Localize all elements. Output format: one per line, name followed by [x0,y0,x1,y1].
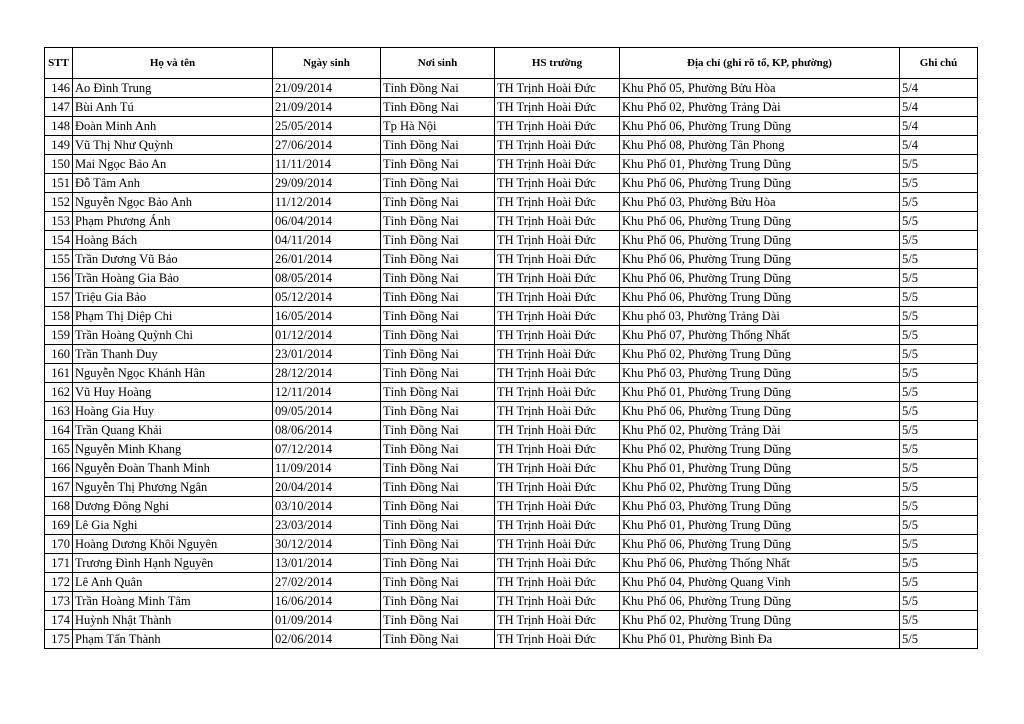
cell-stt: 150 [45,155,73,174]
cell-school: TH Trịnh Hoài Đức [495,117,620,136]
cell-date-of-birth: 27/02/2014 [273,573,381,592]
cell-note: 5/5 [900,231,978,250]
cell-date-of-birth: 26/01/2014 [273,250,381,269]
cell-date-of-birth: 13/01/2014 [273,554,381,573]
cell-place-of-birth: Tỉnh Đồng Nai [381,269,495,288]
cell-note: 5/5 [900,364,978,383]
cell-place-of-birth: Tỉnh Đồng Nai [381,326,495,345]
cell-stt: 172 [45,573,73,592]
table-header [45,48,978,79]
cell-date-of-birth: 05/12/2014 [273,288,381,307]
cell-note: 5/5 [900,516,978,535]
header-full-name: Họ và tên [73,48,273,79]
cell-full-name: Triệu Gia Bảo [73,288,273,307]
cell-note: 5/5 [900,383,978,402]
cell-note: 5/5 [900,326,978,345]
cell-full-name: Huỳnh Nhật Thành [73,611,273,630]
cell-stt: 154 [45,231,73,250]
cell-place-of-birth: Tỉnh Đồng Nai [381,307,495,326]
cell-full-name: Trần Hoàng Minh Tâm [73,592,273,611]
cell-school: TH Trịnh Hoài Đức [495,345,620,364]
header-date-of-birth: Ngày sinh [273,48,381,79]
cell-address: Khu Phố 06, Phường Trung Dũng [620,231,900,250]
table-row [45,364,978,383]
cell-stt: 159 [45,326,73,345]
cell-place-of-birth: Tỉnh Đồng Nai [381,136,495,155]
cell-full-name: Trần Hoàng Quỳnh Chi [73,326,273,345]
cell-school: TH Trịnh Hoài Đức [495,383,620,402]
table-row [45,231,978,250]
table-row [45,630,978,649]
cell-full-name: Nguyễn Thị Phương Ngân [73,478,273,497]
cell-school: TH Trịnh Hoài Đức [495,573,620,592]
cell-note: 5/5 [900,535,978,554]
cell-address: Khu Phố 06, Phường Trung Dũng [620,288,900,307]
cell-school: TH Trịnh Hoài Đức [495,174,620,193]
cell-note: 5/5 [900,174,978,193]
cell-school: TH Trịnh Hoài Đức [495,288,620,307]
cell-note: 5/5 [900,573,978,592]
cell-date-of-birth: 27/06/2014 [273,136,381,155]
cell-stt: 153 [45,212,73,231]
cell-address: Khu Phố 06, Phường Trung Dũng [620,212,900,231]
cell-note: 5/4 [900,136,978,155]
cell-full-name: Dương Đông Nghi [73,497,273,516]
cell-stt: 147 [45,98,73,117]
cell-date-of-birth: 02/06/2014 [273,630,381,649]
cell-school: TH Trịnh Hoài Đức [495,98,620,117]
cell-full-name: Nguyễn Ngọc Bảo Anh [73,193,273,212]
cell-place-of-birth: Tỉnh Đồng Nai [381,554,495,573]
cell-full-name: Hoàng Bách [73,231,273,250]
cell-stt: 158 [45,307,73,326]
cell-note: 5/5 [900,497,978,516]
cell-date-of-birth: 16/06/2014 [273,592,381,611]
cell-place-of-birth: Tỉnh Đồng Nai [381,535,495,554]
cell-address: Khu phố 03, Phường Trảng Dài [620,307,900,326]
table-row [45,421,978,440]
cell-date-of-birth: 03/10/2014 [273,497,381,516]
cell-address: Khu Phố 06, Phường Trung Dũng [620,117,900,136]
cell-date-of-birth: 04/11/2014 [273,231,381,250]
cell-address: Khu Phố 01, Phường Trung Dũng [620,516,900,535]
cell-stt: 175 [45,630,73,649]
cell-stt: 146 [45,79,73,98]
cell-stt: 164 [45,421,73,440]
header-stt: STT [45,48,73,79]
cell-stt: 166 [45,459,73,478]
cell-note: 5/5 [900,554,978,573]
cell-date-of-birth: 30/12/2014 [273,535,381,554]
cell-school: TH Trịnh Hoài Đức [495,440,620,459]
cell-date-of-birth: 16/05/2014 [273,307,381,326]
cell-date-of-birth: 20/04/2014 [273,478,381,497]
cell-full-name: Đoàn Minh Anh [73,117,273,136]
cell-address: Khu Phố 01, Phường Trung Dũng [620,459,900,478]
table-row [45,440,978,459]
cell-address: Khu Phố 01, Phường Trung Dũng [620,383,900,402]
table-row [45,98,978,117]
cell-place-of-birth: Tỉnh Đồng Nai [381,79,495,98]
cell-address: Khu Phố 01, Phường Trung Dũng [620,155,900,174]
cell-note: 5/5 [900,193,978,212]
header-row [45,48,978,79]
cell-address: Khu Phố 06, Phường Thống Nhất [620,554,900,573]
cell-school: TH Trịnh Hoài Đức [495,554,620,573]
table-row [45,383,978,402]
table-row [45,136,978,155]
cell-address: Khu Phố 04, Phường Quang Vinh [620,573,900,592]
cell-date-of-birth: 21/09/2014 [273,79,381,98]
cell-date-of-birth: 12/11/2014 [273,383,381,402]
cell-place-of-birth: Tỉnh Đồng Nai [381,345,495,364]
cell-school: TH Trịnh Hoài Đức [495,307,620,326]
cell-place-of-birth: Tỉnh Đồng Nai [381,478,495,497]
cell-stt: 165 [45,440,73,459]
cell-address: Khu Phố 05, Phường Bửu Hòa [620,79,900,98]
cell-address: Khu Phố 06, Phường Trung Dũng [620,402,900,421]
cell-place-of-birth: Tỉnh Đồng Nai [381,364,495,383]
cell-school: TH Trịnh Hoài Đức [495,402,620,421]
cell-date-of-birth: 23/03/2014 [273,516,381,535]
header-note: Ghi chú [900,48,978,79]
cell-full-name: Trần Thanh Duy [73,345,273,364]
cell-school: TH Trịnh Hoài Đức [495,136,620,155]
table-row [45,573,978,592]
table-row [45,79,978,98]
cell-school: TH Trịnh Hoài Đức [495,535,620,554]
cell-stt: 148 [45,117,73,136]
cell-full-name: Hoàng Gia Huy [73,402,273,421]
table-row [45,402,978,421]
cell-address: Khu Phố 06, Phường Trung Dũng [620,250,900,269]
cell-place-of-birth: Tỉnh Đồng Nai [381,592,495,611]
cell-stt: 156 [45,269,73,288]
table-row [45,516,978,535]
table-row [45,288,978,307]
cell-full-name: Trần Dương Vũ Bảo [73,250,273,269]
cell-place-of-birth: Tỉnh Đồng Nai [381,611,495,630]
cell-school: TH Trịnh Hoài Đức [495,364,620,383]
cell-school: TH Trịnh Hoài Đức [495,79,620,98]
cell-place-of-birth: Tỉnh Đồng Nai [381,231,495,250]
cell-stt: 167 [45,478,73,497]
cell-note: 5/5 [900,440,978,459]
cell-address: Khu Phố 02, Phường Trung Dũng [620,611,900,630]
cell-full-name: Nguyễn Đoàn Thanh Minh [73,459,273,478]
cell-address: Khu Phố 06, Phường Trung Dũng [620,535,900,554]
cell-address: Khu Phố 06, Phường Trung Dũng [620,269,900,288]
cell-place-of-birth: Tỉnh Đồng Nai [381,497,495,516]
table-body [45,79,978,649]
cell-place-of-birth: Tỉnh Đồng Nai [381,516,495,535]
cell-date-of-birth: 08/05/2014 [273,269,381,288]
cell-date-of-birth: 09/05/2014 [273,402,381,421]
cell-address: Khu Phố 03, Phường Trung Dũng [620,497,900,516]
cell-place-of-birth: Tỉnh Đồng Nai [381,250,495,269]
cell-school: TH Trịnh Hoài Đức [495,459,620,478]
cell-full-name: Trần Quang Khải [73,421,273,440]
cell-stt: 155 [45,250,73,269]
table-row [45,193,978,212]
cell-note: 5/5 [900,250,978,269]
cell-note: 5/5 [900,592,978,611]
table-row [45,250,978,269]
table-row [45,554,978,573]
header-school: HS trường [495,48,620,79]
cell-full-name: Vũ Thị Như Quỳnh [73,136,273,155]
cell-address: Khu Phố 01, Phường Bình Đa [620,630,900,649]
table-row [45,326,978,345]
cell-place-of-birth: Tỉnh Đồng Nai [381,212,495,231]
cell-stt: 171 [45,554,73,573]
cell-date-of-birth: 23/01/2014 [273,345,381,364]
cell-note: 5/5 [900,155,978,174]
cell-date-of-birth: 28/12/2014 [273,364,381,383]
cell-full-name: Ao Đình Trung [73,79,273,98]
cell-full-name: Vũ Huy Hoàng [73,383,273,402]
cell-full-name: Nguyễn Minh Khang [73,440,273,459]
cell-school: TH Trịnh Hoài Đức [495,592,620,611]
student-roster-table [44,47,978,649]
cell-school: TH Trịnh Hoài Đức [495,193,620,212]
cell-full-name: Lê Gia Nghi [73,516,273,535]
cell-date-of-birth: 11/12/2014 [273,193,381,212]
table-row [45,459,978,478]
cell-school: TH Trịnh Hoài Đức [495,231,620,250]
cell-address: Khu Phố 03, Phường Bửu Hòa [620,193,900,212]
cell-school: TH Trịnh Hoài Đức [495,212,620,231]
cell-place-of-birth: Tỉnh Đồng Nai [381,573,495,592]
cell-note: 5/5 [900,459,978,478]
cell-address: Khu Phố 02, Phường Trung Dũng [620,440,900,459]
cell-place-of-birth: Tỉnh Đồng Nai [381,421,495,440]
table-row [45,117,978,136]
cell-note: 5/5 [900,630,978,649]
cell-school: TH Trịnh Hoài Đức [495,611,620,630]
table-row [45,345,978,364]
cell-address: Khu Phố 03, Phường Trung Dũng [620,364,900,383]
cell-address: Khu Phố 08, Phường Tân Phong [620,136,900,155]
cell-date-of-birth: 25/05/2014 [273,117,381,136]
cell-school: TH Trịnh Hoài Đức [495,421,620,440]
cell-address: Khu Phố 02, Phường Trảng Dài [620,98,900,117]
cell-full-name: Phạm Tấn Thành [73,630,273,649]
cell-address: Khu Phố 06, Phường Trung Dũng [620,592,900,611]
cell-stt: 169 [45,516,73,535]
table-row [45,497,978,516]
table-row [45,155,978,174]
cell-place-of-birth: Tỉnh Đồng Nai [381,440,495,459]
cell-stt: 163 [45,402,73,421]
cell-stt: 168 [45,497,73,516]
cell-school: TH Trịnh Hoài Đức [495,497,620,516]
cell-address: Khu Phố 02, Phường Trảng Dài [620,421,900,440]
cell-full-name: Phạm Thị Diệp Chi [73,307,273,326]
cell-place-of-birth: Tỉnh Đồng Nai [381,98,495,117]
cell-school: TH Trịnh Hoài Đức [495,326,620,345]
cell-note: 5/5 [900,611,978,630]
cell-note: 5/5 [900,269,978,288]
table-row [45,478,978,497]
cell-school: TH Trịnh Hoài Đức [495,250,620,269]
cell-note: 5/5 [900,307,978,326]
cell-stt: 161 [45,364,73,383]
cell-address: Khu Phố 06, Phường Trung Dũng [620,174,900,193]
cell-date-of-birth: 08/06/2014 [273,421,381,440]
table-row [45,535,978,554]
cell-date-of-birth: 11/11/2014 [273,155,381,174]
table-row [45,212,978,231]
cell-place-of-birth: Tỉnh Đồng Nai [381,193,495,212]
cell-full-name: Nguyễn Ngọc Khánh Hân [73,364,273,383]
cell-date-of-birth: 29/09/2014 [273,174,381,193]
cell-place-of-birth: Tỉnh Đồng Nai [381,174,495,193]
cell-note: 5/5 [900,345,978,364]
cell-school: TH Trịnh Hoài Đức [495,630,620,649]
cell-school: TH Trịnh Hoài Đức [495,478,620,497]
table-row [45,174,978,193]
cell-full-name: Bùi Anh Tú [73,98,273,117]
cell-stt: 173 [45,592,73,611]
cell-place-of-birth: Tỉnh Đồng Nai [381,383,495,402]
cell-full-name: Trần Hoàng Gia Bảo [73,269,273,288]
cell-stt: 152 [45,193,73,212]
cell-date-of-birth: 01/09/2014 [273,611,381,630]
cell-full-name: Đỗ Tâm Anh [73,174,273,193]
cell-note: 5/5 [900,478,978,497]
header-address: Địa chỉ (ghi rõ tổ, KP, phường) [620,48,900,79]
cell-note: 5/5 [900,421,978,440]
header-place-of-birth: Nơi sinh [381,48,495,79]
cell-date-of-birth: 21/09/2014 [273,98,381,117]
table-row [45,592,978,611]
cell-place-of-birth: Tp Hà Nội [381,117,495,136]
cell-note: 5/5 [900,212,978,231]
cell-school: TH Trịnh Hoài Đức [495,516,620,535]
cell-full-name: Lê Anh Quân [73,573,273,592]
cell-place-of-birth: Tỉnh Đồng Nai [381,459,495,478]
table-row [45,611,978,630]
cell-note: 5/5 [900,402,978,421]
cell-date-of-birth: 06/04/2014 [273,212,381,231]
cell-date-of-birth: 07/12/2014 [273,440,381,459]
cell-date-of-birth: 01/12/2014 [273,326,381,345]
cell-place-of-birth: Tỉnh Đồng Nai [381,402,495,421]
cell-stt: 151 [45,174,73,193]
cell-stt: 162 [45,383,73,402]
cell-date-of-birth: 11/09/2014 [273,459,381,478]
cell-stt: 170 [45,535,73,554]
cell-note: 5/5 [900,288,978,307]
cell-stt: 160 [45,345,73,364]
cell-address: Khu Phố 02, Phường Trung Dũng [620,478,900,497]
cell-school: TH Trịnh Hoài Đức [495,155,620,174]
cell-full-name: Mai Ngọc Bảo An [73,155,273,174]
table-row [45,307,978,326]
cell-note: 5/4 [900,117,978,136]
cell-stt: 157 [45,288,73,307]
cell-stt: 174 [45,611,73,630]
cell-note: 5/4 [900,79,978,98]
cell-place-of-birth: Tỉnh Đồng Nai [381,288,495,307]
cell-full-name: Trương Đình Hạnh Nguyên [73,554,273,573]
cell-stt: 149 [45,136,73,155]
cell-school: TH Trịnh Hoài Đức [495,269,620,288]
cell-note: 5/4 [900,98,978,117]
cell-full-name: Hoàng Dương Khôi Nguyên [73,535,273,554]
cell-place-of-birth: Tỉnh Đồng Nai [381,630,495,649]
table-row [45,269,978,288]
cell-address: Khu Phố 02, Phường Trung Dũng [620,345,900,364]
cell-address: Khu Phố 07, Phường Thống Nhất [620,326,900,345]
cell-place-of-birth: Tỉnh Đồng Nai [381,155,495,174]
cell-full-name: Phạm Phương Ánh [73,212,273,231]
